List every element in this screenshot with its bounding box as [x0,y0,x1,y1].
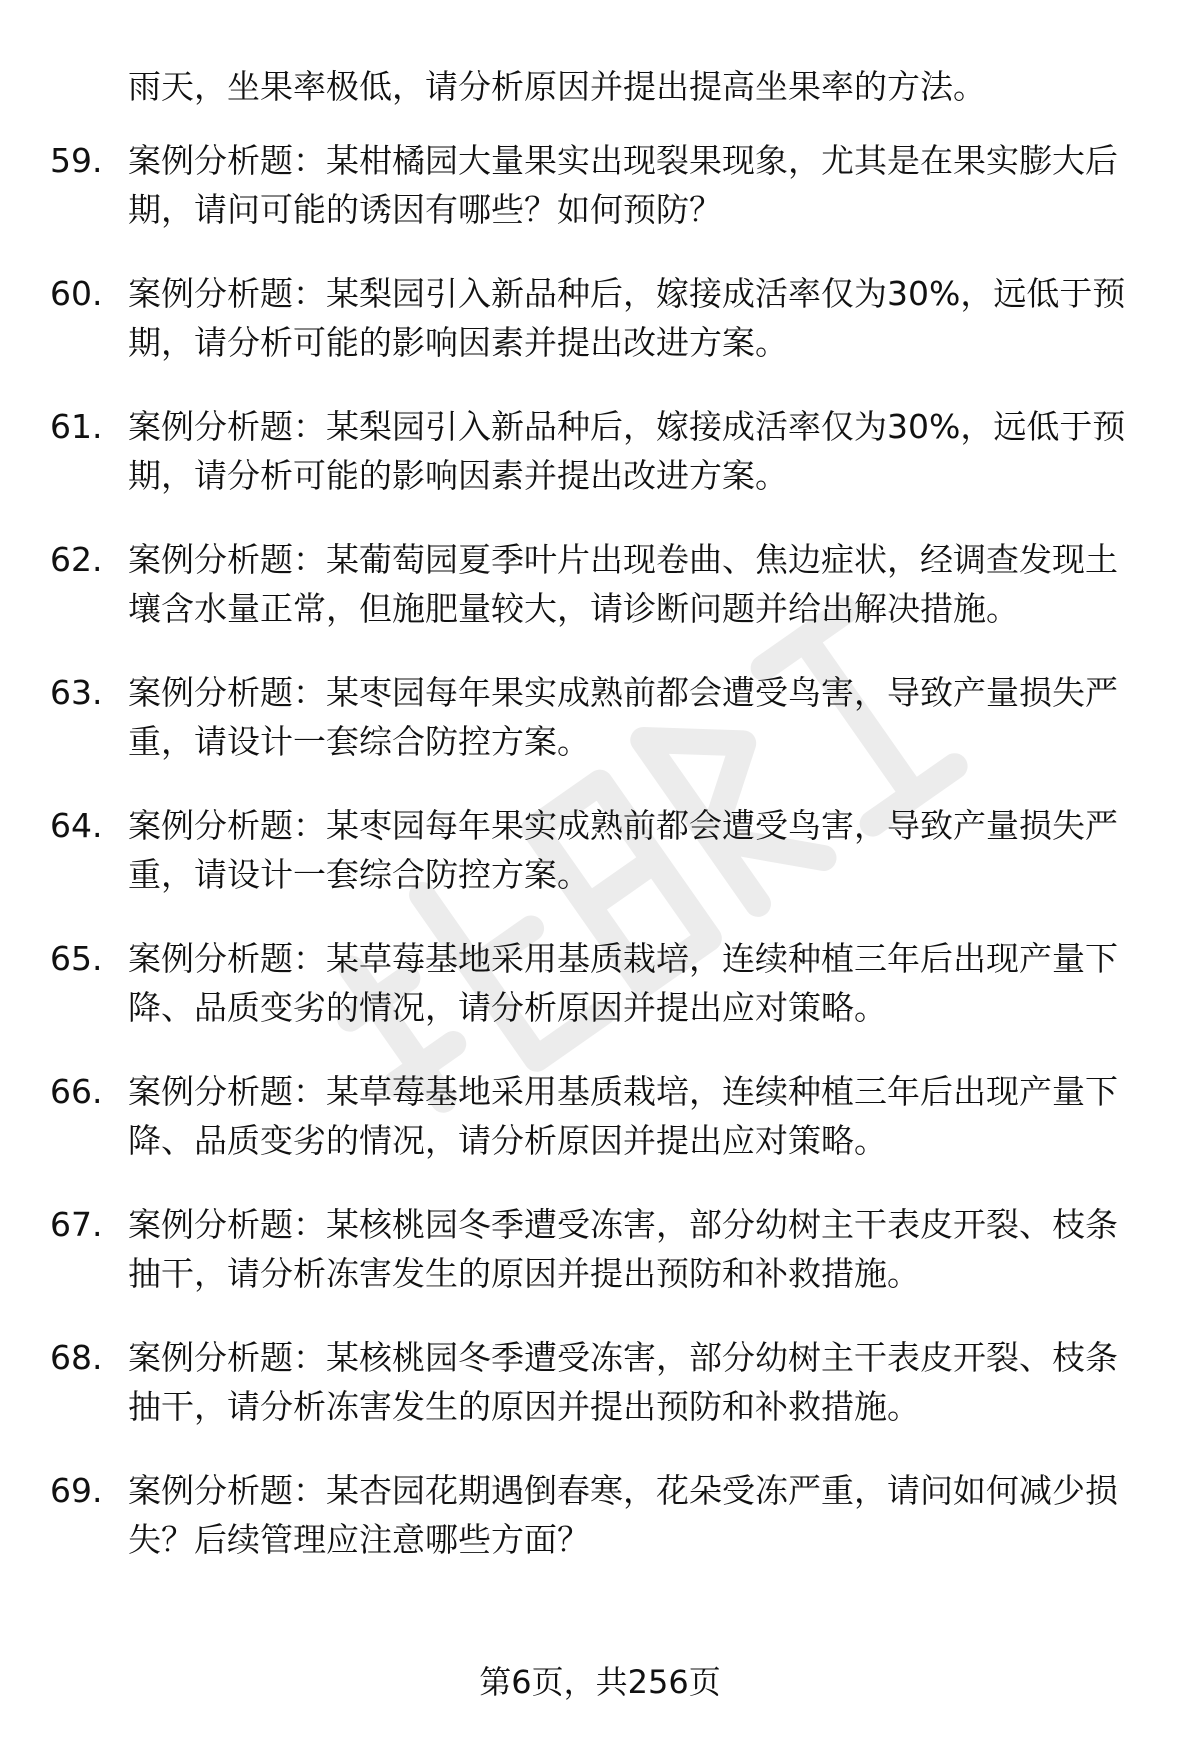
question-63 [50,668,1150,766]
question-number: 66. [50,1072,103,1111]
question-67 [50,1200,1150,1298]
question-text: 案例分析题：某柑橘园大量果实出现裂果现象，尤其是在果实膨大后期，请问可能的诱因有哪些？如何预防？ [128,141,1118,229]
question-number: 61. [50,407,103,446]
question-59 [50,136,1150,234]
question-number: 62. [50,540,103,579]
question-text: 案例分析题：某草莓基地采用基质栽培，连续种植三年后出现产量下降、品质变劣的情况，请分析原因并提出应对策略。 [128,1072,1118,1160]
question-text: 案例分析题：某梨园引入新品种后，嫁接成活率仅为30%，远低于预期，请分析可能的影响因素并提出改进方案。 [128,274,1126,362]
question-62 [50,535,1150,633]
question-number: 67. [50,1205,103,1244]
question-number: 69. [50,1471,103,1510]
question-68 [50,1333,1150,1431]
question-number: 63. [50,673,103,712]
question-text: 案例分析题：某核桃园冬季遭受冻害，部分幼树主干表皮开裂、枝条抽干，请分析冻害发生的原因并提出预防和补救措施。 [128,1205,1118,1293]
question-number: 64. [50,806,103,845]
question-text: 案例分析题：某葡萄园夏季叶片出现卷曲、焦边症状，经调查发现土壤含水量正常，但施肥量较大，请诊断问题并给出解决措施。 [128,540,1118,628]
page-footer: 第6页，共256页 [479,1663,721,1701]
question-number: 68. [50,1338,103,1377]
question-list [50,136,1150,1599]
question-text: 案例分析题：某草莓基地采用基质栽培，连续种植三年后出现产量下降、品质变劣的情况，请分析原因并提出应对策略。 [128,939,1118,1027]
question-69 [50,1466,1150,1564]
question-text: 案例分析题：某核桃园冬季遭受冻害，部分幼树主干表皮开裂、枝条抽干，请分析冻害发生的原因并提出预防和补救措施。 [128,1338,1118,1426]
question-text: 案例分析题：某枣园每年果实成熟前都会遭受鸟害，导致产量损失严重，请设计一套综合防控方案。 [128,806,1118,894]
question-text: 案例分析题：某杏园花期遇倒春寒，花朵受冻严重，请问如何减少损失？后续管理应注意哪些方面？ [128,1471,1118,1559]
question-60 [50,269,1150,367]
question-number: 65. [50,939,103,978]
question-text: 案例分析题：某枣园每年果实成熟前都会遭受鸟害，导致产量损失严重，请设计一套综合防控方案。 [128,673,1118,761]
question-65 [50,934,1150,1032]
question-64 [50,801,1150,899]
question-number: 59. [50,141,103,180]
continuation-text: 雨天，坐果率极低，请分析原因并提出提高坐果率的方法。 [128,67,986,106]
question-61 [50,402,1150,500]
question-number: 60. [50,274,103,313]
question-66 [50,1067,1150,1165]
question-text: 案例分析题：某梨园引入新品种后，嫁接成活率仅为30%，远低于预期，请分析可能的影响因素并提出改进方案。 [128,407,1126,495]
